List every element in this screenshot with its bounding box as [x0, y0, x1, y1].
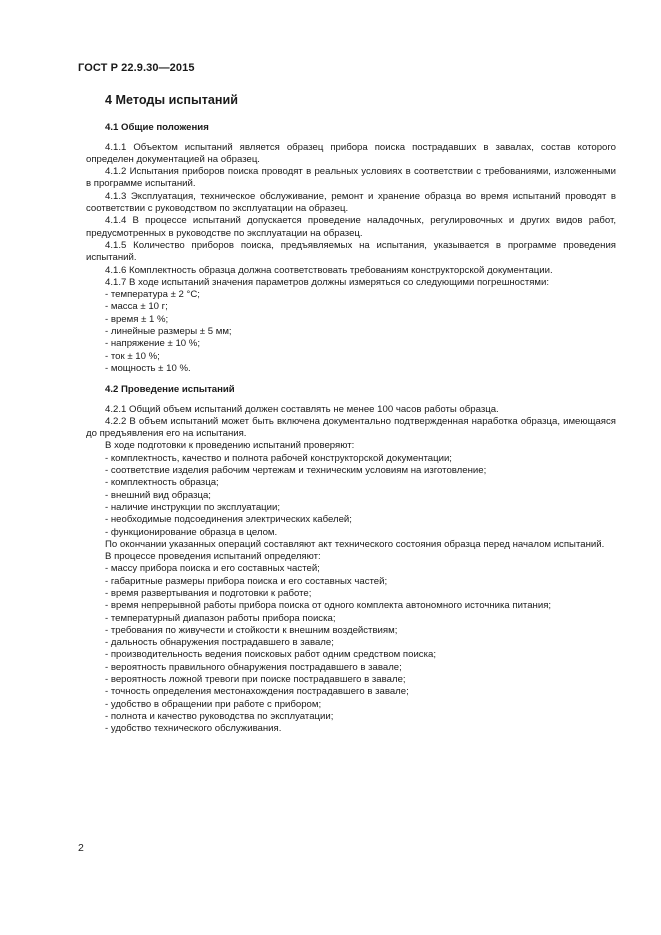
- paragraph-4-2-1: 4.2.1 Общий объем испытаний должен составлять не менее 100 часов работы образца.: [105, 403, 499, 415]
- paragraph-act: По окончании указанных операций составляют акт технического состояния образца перед началом испытаний.: [105, 538, 605, 550]
- list-item: - масса ± 10 г;: [105, 301, 168, 313]
- list-item-wrapped: - время непрерывной работы прибора поиска от одного комплекта автономного источника питания;: [105, 600, 552, 612]
- list-item: - необходимые подсоединения электрических кабелей;: [105, 514, 352, 526]
- list-item: - ток ± 10 %;: [105, 350, 160, 362]
- list-item: - удобство технического обслуживания.: [105, 723, 282, 735]
- list-item: - температура ± 2 °С;: [105, 289, 200, 301]
- list-item: - время развертывания и подготовки к работе;: [105, 587, 312, 599]
- list-item: - температурный диапазон работы прибора поиска;: [105, 612, 336, 624]
- determine-list: [86, 563, 616, 735]
- list-item: - напряжение ± 10 %;: [105, 338, 200, 350]
- list-item: - производительность ведения поисковых работ одним средством поиска;: [105, 649, 437, 661]
- paragraph-4-1-4: 4.1.4 В процессе испытаний допускается проведение наладочных, регулировочных и других видов работ, предусмотренных в руководстве по эксплуатации на образец.: [86, 215, 616, 239]
- list-item: - время ± 1 %;: [105, 313, 169, 325]
- list-item: - комплектность образца;: [105, 477, 219, 489]
- section-title: 4 Методы испытаний: [105, 93, 238, 107]
- list-item: - дальность обнаружения пострадавшего в завале;: [105, 637, 334, 649]
- list-item: - вероятность ложной тревоги при поиске пострадавшего в завале;: [105, 674, 406, 686]
- paragraph-4-2-2: 4.2.2 В объем испытаний может быть включена документально подтвержденная наработка образца, имеющаяся до предъявления его на испытания.: [86, 415, 616, 440]
- paragraph-4-1-3: 4.1.3 Эксплуатация, техническое обслуживание, ремонт и хранение образца во время испытаний проводят в соответствии с руководством по эксплуатации на образец.: [86, 190, 616, 215]
- paragraph-preparation: В ходе подготовки к проведению испытаний проверяют:: [105, 440, 355, 452]
- list-item: - комплектность, качество и полнота рабочей конструкторской документации;: [105, 452, 452, 464]
- list-item: - линейные размеры ± 5 мм;: [105, 326, 232, 338]
- paragraph-4-1-7: 4.1.7 В ходе испытаний значения параметров должны измеряться со следующими погрешностями:: [105, 276, 550, 288]
- tolerance-list: [86, 289, 616, 375]
- paragraph-4-1-6: 4.1.6 Комплектность образца должна соответствовать требованиям конструкторской документации.: [105, 264, 553, 276]
- list-item: - требования по живучести и стойкости к внешним воздействиям;: [105, 624, 398, 636]
- list-item: - наличие инструкции по эксплуатации;: [105, 501, 281, 513]
- list-item: - вероятность правильного обнаружения пострадавшего в завале;: [105, 661, 402, 673]
- document-standard-id: ГОСТ Р 22.9.30—2015: [78, 62, 195, 74]
- list-item: - удобство в обращении при работе с прибором;: [105, 698, 322, 710]
- paragraph-4-1-2: 4.1.2 Испытания приборов поиска проводят в реальных условиях в соответствии с требованиями, изложенными в программе испытаний.: [86, 166, 616, 190]
- subsection-title-general: 4.1 Общие положения: [105, 122, 209, 134]
- subsection-title-testing: 4.2 Проведение испытаний: [105, 384, 235, 396]
- preparation-check-list: [86, 453, 616, 539]
- paragraph-4-1-5: 4.1.5 Количество приборов поиска, предъявляемых на испытания, указывается в программе проведения испытаний.: [86, 239, 616, 264]
- list-item: - габаритные размеры прибора поиска и его составных частей;: [105, 575, 388, 587]
- list-item: - внешний вид образца;: [105, 489, 211, 501]
- list-item: - точность определения местонахождения пострадавшего в завале;: [105, 686, 409, 698]
- paragraph-determine: В процессе проведения испытаний определяют:: [105, 551, 321, 563]
- document-body: [86, 90, 616, 736]
- list-item: - массу прибора поиска и его составных частей;: [105, 563, 320, 575]
- list-item: - полнота и качество руководства по эксплуатации;: [105, 710, 334, 722]
- list-item: - функционирование образца в целом.: [105, 526, 278, 538]
- list-item: - соответствие изделия рабочим чертежам и техническим условиям на изготовление;: [105, 465, 487, 477]
- list-item: - мощность ± 10 %.: [105, 362, 191, 374]
- paragraph-4-1-1: 4.1.1 Объектом испытаний является образец прибора поиска пострадавших в завалах, состав которого определен документацией на образец.: [86, 141, 616, 165]
- page-number: 2: [78, 842, 84, 854]
